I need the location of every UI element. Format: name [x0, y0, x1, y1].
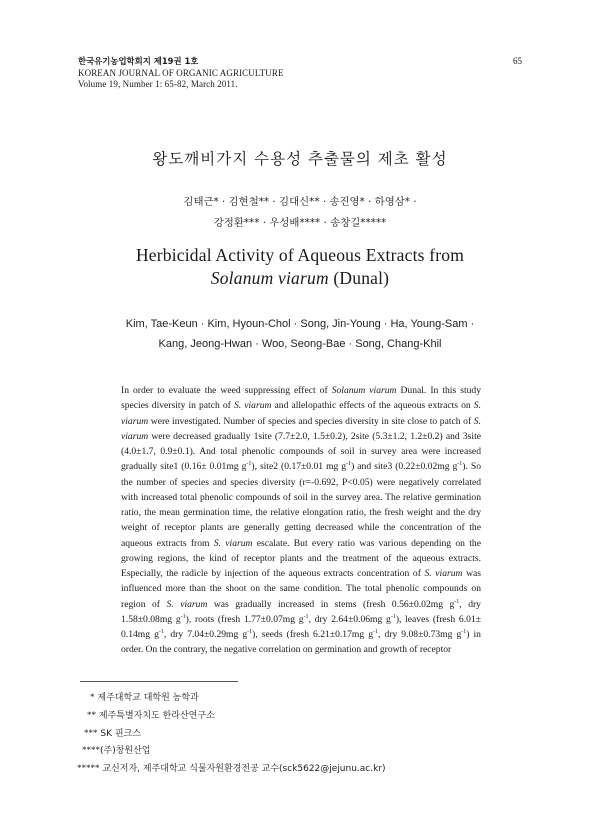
page-number: 65 — [513, 56, 522, 66]
authors-korean-line: 김태근* · 김현철** · 김대신** · 송진영* · 하영삼* · — [183, 196, 417, 208]
abstract-text: , dry 1.58±0.08mg g — [121, 598, 481, 625]
abstract-text: ). So the number of species and species diversity (r=-0.692, P<0.05) were negatively correlated with increased total phenolic compounds of soil in the survey area. The relative germination ratio, the mean germination time, the relative elongation ratio, the fresh weight and the dry weight of receptor plants are generally getting decreased while the concentration of the aqueous extracts from — [121, 461, 482, 549]
authors-korean-line: 강정환*** · 우성배**** · 송창길***** — [213, 217, 387, 229]
superscript: -1 — [180, 613, 186, 620]
abstract-text: was influenced more than the shoot on the same condition. The total phenolic compounds on region of — [121, 568, 481, 610]
superscript: -1 — [457, 461, 463, 468]
footnote-text: (주)창원산업 — [100, 746, 151, 757]
abstract-text: ), seeds (fresh 6.21±0.17mg g — [252, 629, 374, 640]
superscript: -1 — [303, 613, 309, 620]
superscript: -1 — [454, 598, 460, 605]
title-authority: (Dunal) — [333, 268, 390, 288]
abstract-text: were decreased gradually 1site (7.7±2.0, 1.5±0.2), 2site (5.3±1.2, 1.2±0.2) and 3site (4.0±1.7, 0.9±0.1). And total phenolic compounds of soil in survey area were increased gradually site1 (0.16± 0.01mg g — [121, 430, 481, 473]
title-korean: 왕도깨비가지 수용성 추출물의 제초 활성 — [152, 150, 448, 168]
footnote — [80, 689, 386, 707]
abstract-text: were investigated. Number of species and species diversity in site close to patch of — [148, 415, 474, 427]
species-abbr: S. viarum — [166, 598, 208, 610]
superscript: -1 — [247, 628, 253, 635]
footnotes — [77, 689, 386, 778]
title-english — [0, 244, 600, 290]
title-english-line2 — [0, 267, 600, 290]
abstract-text: In order to evaluate the weed suppressing effect of — [121, 385, 332, 396]
superscript: -1 — [373, 628, 379, 635]
abstract-text: Dunal. In this study species diversity in patch of — [121, 385, 482, 412]
footnote-mark: * — [90, 692, 95, 702]
abstract — [121, 383, 481, 658]
journal-volume-line: Volume 19, Number 1: 65-82, March 2011. — [78, 79, 238, 90]
species-abbr: S. viarum — [121, 400, 481, 427]
species-name: Solanum viarum — [331, 385, 397, 396]
footnote-mark: *** — [84, 727, 98, 738]
footnote — [77, 760, 386, 778]
abstract-text: escalate. But every ratio was various depending on the growing regions, the kind of receptor plants and the treatment of the aqueous extracts. Especially, the radicle by injection of the aqueous extracts concentration of — [121, 537, 481, 579]
abstract-text: ) and site3 (0.22±0.02mg g — [351, 461, 458, 473]
abstract-text: , dry 2.64±0.06mg g — [308, 613, 391, 625]
authors-english-line: Kim, Tae-Keun · Kim, Hyoun-Chol · Song, Jin-Young · Ha, Young-Sam · — [125, 318, 475, 330]
species-abbr: S. viarum — [121, 415, 481, 442]
abstract-text: ), leaves (fresh 6.01± 0.14mg g — [121, 613, 481, 640]
species-abbr: S. viarum — [424, 568, 463, 579]
abstract-text: was gradually increased in stems (fresh 0.56±0.02mg g — [207, 598, 455, 610]
authors-english — [0, 314, 600, 354]
footnote — [80, 707, 386, 725]
footnote-text: 제주대학교 대학원 농학과 — [97, 693, 199, 703]
species-abbr: S. viarum — [213, 537, 253, 549]
abstract-text: ) in order. On the contrary, the negative correlation on germination and growth of receptor — [121, 629, 481, 656]
footnote — [80, 742, 386, 760]
footnote — [80, 725, 386, 743]
superscript: -1 — [461, 628, 467, 635]
superscript: -1 — [158, 628, 164, 635]
abstract-text: , dry 9.08±0.73mg g — [378, 629, 462, 640]
footnote-divider — [80, 681, 238, 682]
abstract-text: ), site2 (0.17±0.01 mg g — [251, 461, 347, 473]
title-english-line1: Herbicidal Activity of Aqueous Extracts from — [135, 245, 465, 265]
footnote-mark: ***** — [77, 763, 100, 774]
footnote-text: 제주특별자치도 한라산연구소 — [98, 710, 215, 721]
abstract-text: and allelopathic effects of the aqueous extracts on — [271, 400, 474, 412]
superscript: -1 — [390, 613, 396, 620]
authors-english-line: Kang, Jeong-Hwan · Woo, Seong-Bae · Song, Chang-Khil — [158, 338, 442, 350]
journal-header — [78, 56, 284, 91]
superscript: -1 — [346, 461, 352, 468]
abstract-text: ), roots (fresh 1.77±0.07mg g — [185, 613, 304, 625]
title-species: Solanum viarum — [210, 268, 329, 288]
footnote-text: 교신저자, 제주대학교 식물자원환경전공 교수(sck5622@jejunu.ac.kr) — [102, 764, 386, 775]
journal-korean-name: 한국유기농업학회지 제19권 1호 — [78, 56, 199, 66]
authors-korean — [0, 192, 600, 234]
footnote-text: SK 핀크스 — [100, 728, 141, 739]
journal-english-name: KOREAN JOURNAL OF ORGANIC AGRICULTURE — [78, 67, 284, 78]
species-abbr: S. viarum — [233, 400, 272, 412]
abstract-text: , dry 7.04±0.29mg g — [163, 629, 248, 640]
superscript: -1 — [246, 461, 252, 468]
footnote-mark: **** — [82, 745, 100, 756]
footnote-mark: ** — [87, 709, 96, 720]
